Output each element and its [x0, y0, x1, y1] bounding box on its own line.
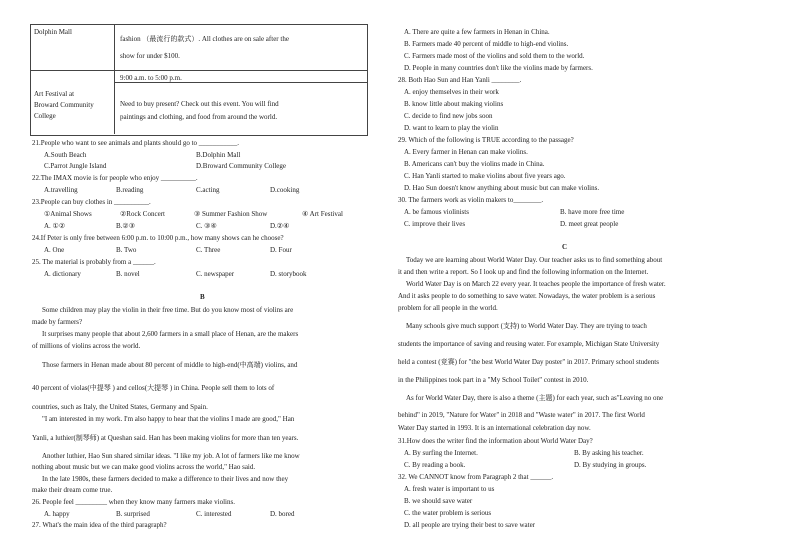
- table-row2-name: College: [34, 112, 56, 120]
- option: A.travelling: [44, 186, 78, 194]
- option: C.acting: [196, 186, 220, 194]
- question-26: 26. People feel _________ when they know many farmers make violins.: [32, 498, 235, 506]
- option: D. want to learn to play the violin: [404, 124, 499, 132]
- option: B. we should save water: [404, 497, 473, 505]
- option: D.cooking: [270, 186, 300, 194]
- option: A. be famous violinists: [404, 208, 469, 216]
- passage-line: Water Day started in 1993. It is an international celebration day now.: [398, 424, 591, 432]
- option: C. By reading a book.: [404, 461, 466, 469]
- option: C. newspaper: [196, 270, 235, 278]
- table-row1-line: show for under $100.: [120, 52, 180, 60]
- passage-line: 40 percent of violas(中提琴 ) and cellos(大提琴 ) in China. People sell them to lots of: [32, 384, 275, 392]
- passage-line: Many schools give much support (支持) to World Water Day. They are trying to teach: [406, 322, 647, 330]
- passage-line: held a contest (竞赛) for "the best World Water Day poster" in 2017. Primary school students: [398, 358, 659, 366]
- option: A. dictionary: [44, 270, 81, 278]
- option: D.Broward Community College: [196, 162, 287, 170]
- option: A. fresh water is important to us: [404, 485, 495, 493]
- show-item: ③ Summer Fashion Show: [194, 210, 268, 218]
- show-item: ①Animal Shows: [44, 210, 92, 218]
- passage-line: Yanli, a luthier(制琴师) at Queshan said. Han has been making violins for more than ten years.: [32, 434, 299, 442]
- option: D. By studying in groups.: [574, 461, 647, 469]
- passage-line: behind" in 2019, "Nature for Water" in 2018 and "Waste water" in 2017. The first World: [398, 411, 645, 419]
- option: C. Three: [196, 246, 221, 254]
- passage-line: made by farmers?: [32, 318, 83, 326]
- option: C. interested: [196, 510, 232, 518]
- option: B. By asking his teacher.: [574, 449, 644, 457]
- option: D. Hao Sun doesn't know anything about music but can make violins.: [404, 184, 600, 192]
- option: B. Farmers made 40 percent of middle to high-end violins.: [404, 40, 569, 48]
- question-31: 31.How does the writer find the information about World Water Day?: [398, 437, 593, 445]
- passage-line: It surprises many people that about 2,600 farmers in a small place of Henan, are the makers: [42, 330, 299, 338]
- option: D. meet great people: [560, 220, 619, 228]
- table-row2-name: Broward Community: [34, 101, 94, 109]
- passage-line: in the Philippines took part in a "My School Toilet" contest in 2010.: [398, 376, 589, 384]
- passage-line: Those farmers in Henan made about 80 percent of middle to high-end(中高端) violins, and: [42, 361, 298, 369]
- question-21: 21.People who want to see animals and plants should go to ___________.: [32, 139, 240, 147]
- option: B. Two: [116, 246, 137, 254]
- option: B. Americans can't buy the violins made in China.: [404, 160, 545, 168]
- option: B.②③: [116, 222, 135, 230]
- passage-line: nothing about music but we can make good violins across the world," Hao said.: [32, 463, 256, 471]
- option: B. know little about making violins: [404, 100, 504, 108]
- option: C. improve their lives: [404, 220, 466, 228]
- question-23: 23.People can buy clothes in __________.: [32, 198, 151, 206]
- passage-line: World Water Day is on March 22 every year. It teaches people the importance of fresh water.: [406, 280, 666, 288]
- question-22: 22.The IMAX movie is for people who enjoy __________.: [32, 174, 198, 182]
- table-row1-line: fashion （最流行的款式）. All clothes are on sale after the: [120, 35, 289, 43]
- option: D. all people are trying their best to save water: [404, 521, 536, 529]
- table-row1-name: Dolphin Mall: [34, 28, 72, 36]
- option: D. Four: [270, 246, 292, 254]
- option: B. surprised: [116, 510, 150, 518]
- passage-line: As for World Water Day, there is also a theme (主题) for each year, such as"Leaving no one: [406, 394, 664, 402]
- table-row2-time: 9:00 a.m. to 5:00 p.m.: [120, 74, 182, 82]
- option: A. happy: [44, 510, 70, 518]
- option: A. One: [44, 246, 65, 254]
- table-row2-line: paintings and clothing, and food from around the world.: [120, 113, 278, 121]
- show-item: ②Rock Concert: [120, 210, 165, 218]
- option: B. novel: [116, 270, 140, 278]
- option: A. There are quite a few farmers in Henan in China.: [404, 28, 550, 36]
- option: C. ③④: [196, 222, 217, 230]
- option: C. Han Yanli started to make violins about five years ago.: [404, 172, 566, 180]
- option: A. By surfing the Internet.: [404, 449, 478, 457]
- option: A. ①②: [44, 222, 66, 230]
- option: A.South Beach: [44, 151, 87, 159]
- passage-line: problem for all people in the world.: [398, 304, 498, 312]
- question-28: 28. Both Hao Sun and Han Yanli ________.: [398, 76, 522, 84]
- option: C. decide to find new jobs soon: [404, 112, 493, 120]
- passage-line: of millions of violins across the world.: [32, 342, 141, 350]
- show-item: ④ Art Festival: [302, 210, 343, 218]
- question-32: 32. We CANNOT know from Paragraph 2 that ______.: [398, 473, 554, 481]
- passage-line: make their dream come true.: [32, 486, 113, 494]
- option: C.Parrot Jungle Island: [44, 162, 107, 170]
- option: C. Farmers made most of the violins and sold them to the world.: [404, 52, 585, 60]
- section-heading-c: C: [562, 243, 568, 251]
- table-divider-row: [30, 70, 367, 71]
- table-row2-line: Need to buy present? Check out this event. You will find: [120, 100, 279, 108]
- option: B. have more free time: [560, 208, 625, 216]
- option: A. Every farmer in Henan can make violins.: [404, 148, 528, 156]
- passage-line: Some children may play the violin in their free time. But do you know most of violins are: [42, 306, 294, 314]
- passage-line: it and then write a report. So I look up and find the following information on the Internet.: [398, 268, 649, 276]
- passage-line: And it asks people to do something to save water. Nowadays, the water problem is a serious: [398, 292, 656, 300]
- question-27: 27. What's the main idea of the third paragraph?: [32, 521, 167, 529]
- table-row2-name: Art Festival at: [34, 90, 75, 98]
- table-divider-vertical: [114, 24, 115, 134]
- passage-line: students the importance of saving and reusing water. For example, Michigan State University: [398, 340, 660, 348]
- passage-line: countries, such as Italy, the United States, Germany and Spain.: [32, 403, 208, 411]
- option: D. People in many countries don't like the violins made by farmers.: [404, 64, 593, 72]
- passage-line: Another luthier, Hao Sun shared similar ideas. "I like my job. A lot of farmers like me know: [42, 452, 300, 460]
- question-29: 29. Which of the following is TRUE according to the passage?: [398, 136, 574, 144]
- section-heading-b: B: [200, 293, 205, 301]
- option: C. the water problem is serious: [404, 509, 492, 517]
- option: B.Dolphin Mall: [196, 151, 241, 159]
- option: D. storybook: [270, 270, 307, 278]
- option: D.②④: [270, 222, 290, 230]
- option: B.reading: [116, 186, 144, 194]
- option: D. bored: [270, 510, 295, 518]
- question-24: 24.If Peter is only free between 6:00 p.m. to 10:00 p.m., how many shows can he choose?: [32, 234, 284, 242]
- option: A. enjoy themselves in their work: [404, 88, 499, 96]
- question-30: 30. The farmers work as violin makers to________.: [398, 196, 544, 204]
- passage-line: "I am interested in my work. I'm also happy to hear that the violins I made are good," Han: [42, 415, 295, 423]
- question-25: 25. The material is probably from a ______.: [32, 258, 156, 266]
- passage-line: In the late 1980s, these farmers decided to make a difference to their lives and now they: [42, 475, 289, 483]
- passage-line: Today we are learning about World Water Day. Our teacher asks us to find something about: [406, 256, 663, 264]
